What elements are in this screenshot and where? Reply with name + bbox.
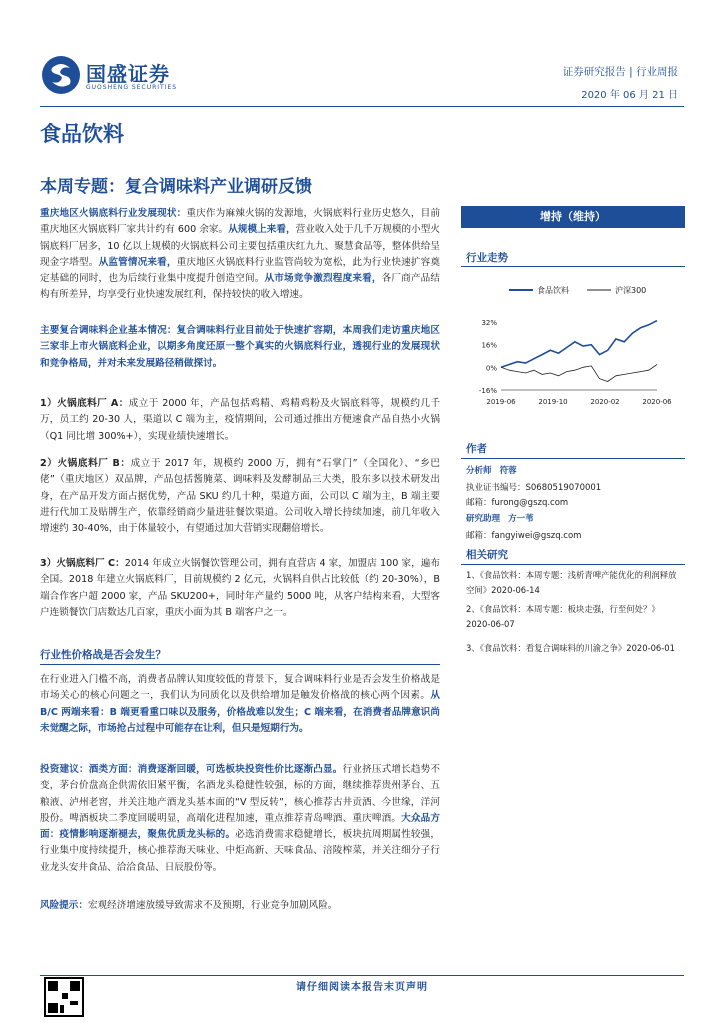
email-1[interactable]: 邮箱：furong@gszq.com	[466, 498, 569, 508]
price-war-a: 在行业进入门槛不高，消费者品牌认知度较低的背景下，复合调味料行业是否会发生价格战是市场关心的核心问题之一，我们认为同质化以及供给增加是触发价格战的核心两个因素。	[40, 674, 440, 702]
logo-icon	[42, 56, 80, 94]
author-title: 作者	[466, 443, 487, 455]
para-company-c	[40, 556, 440, 621]
section-price-war-title: 行业性价格战是否会发生？	[40, 649, 166, 661]
investment-a: 行业挤压式增长趋势不变，茅台价盘高企供需依旧紧平衡，名酒龙头稳健性较强，标的方面，继续推荐贵州茅台、五粮液、泸州老窖，并关注地产酒龙头基本面的“V 型反转”，核心推荐古井贡酒、今世缘，洋河股份。啤酒板块二季度回暖明显，高端化进程加速，重点推荐青岛啤酒、重庆啤酒。	[40, 764, 441, 824]
header-divider	[40, 106, 684, 107]
para-companies-text: 主要复合调味料企业基本情况：复合调味料行业目前处于快速扩容期，本周我们走访重庆地区三家非上市火锅底料企业，以期多角度还原一整个真实的火锅底料行业，透视行业的发展现状和竞争格局，并对未来发展路径稍做探讨。	[40, 325, 440, 369]
x-tick-label: 2020-06	[642, 398, 672, 406]
assistant-label: 研究助理	[466, 514, 501, 524]
para-price-war	[40, 672, 440, 737]
investment-key: 投资建议：酒类方面：消费逐渐回暖，可选板块投资性价比逐渐凸显。	[40, 764, 343, 775]
industry-trend-chart	[461, 272, 685, 420]
qr-code-icon[interactable]	[44, 977, 84, 1017]
para-company-b	[40, 456, 440, 537]
para-status-key3: 从监管情况来看，	[98, 256, 177, 268]
para-risk	[40, 898, 440, 914]
company-b-text: 成立于 2017 年，规模约 2000 万，拥有“石掌门”（全国化）、“乡巴佬”（重庆地区）双品牌，产品包括酱腌菜、调味料及发酵制品三大类，股东多以技术研发出身，在产品开发方面占据优势，产品 SKU 约几十种，渠道方面，公司以 C 端为主，B 端主要进行代加工及贴牌生产，依靠经销商少量进驻餐饮渠道。公司收入增长持续加速，前几年收入增速约 30-40%，由于体量较小，有望通过加大营销实现翻倍增长。	[40, 458, 441, 535]
para-status-b: 营业收入处于几千万规模的小型火锅底料厂居多，10 亿以上规模的火锅底料公司主要包括重庆红九九、聚慧食品等，整体供给呈现金字塔型。	[40, 224, 440, 268]
x-tick-label: 2019-10	[538, 398, 568, 406]
legend-food: 食品饮料	[537, 286, 569, 295]
x-tick-label: 2020-02	[590, 398, 620, 406]
para-company-a	[40, 396, 440, 445]
category-title: 食品饮料	[40, 122, 124, 146]
email-2[interactable]: 邮箱：fangyiwei@gszq.com	[466, 531, 582, 541]
logo-en: GUOSHENG SECURITIES	[86, 84, 178, 91]
para-status-a: 重庆作为麻辣火锅的发源地，火锅底料行业历史悠久，目前重庆地区火锅底料厂家共计约有 600 余家。	[40, 208, 441, 236]
report-date: 2020 年 06 月 21 日	[581, 90, 678, 101]
risk-text: 宏观经济增速放缓导致需求不及预期，行业竞争加剧风险。	[87, 900, 338, 911]
investment-key2: 大众品方面：疫情影响逐渐褪去，聚焦优质龙头标的。	[40, 812, 440, 841]
author-divider	[461, 458, 685, 459]
company-a-text: 成立于 2000 年，产品包括鸡精、鸡精鸡粉及火锅底料等，规模约几千万，员工约 20-30 人，渠道以 C 端为主，疫情期间，公司通过推出方便速食产品自热小火锅（Q1 同比增 300%+），实现业绩快速增长。	[40, 398, 440, 442]
y-tick-label: -16%	[478, 387, 497, 395]
related-divider	[461, 564, 685, 565]
trend-title: 行业走势	[466, 252, 508, 264]
investment-b: 必选消费需求稳健增长，板块抗周期属性较强，行业集中度持续提升，核心推荐海天味业、中炬高新、天味食品、涪陵榨菜，并关注细分子行业龙头安井食品、洽洽食品、日辰股份等。	[40, 829, 440, 873]
assistant-row	[466, 512, 534, 524]
risk-key: 风险提示：	[40, 900, 88, 911]
logo-name: 国盛证券	[86, 62, 170, 86]
para-status-c: 重庆地区火锅底料行业监管尚较为宽松，此为行业快速扩容奠定基础的同时，也为后续行业集中度提升创造空间。	[40, 256, 441, 285]
analyst-row	[466, 464, 517, 476]
related-title: 相关研究	[466, 549, 508, 561]
analyst-name: 符蓉	[499, 466, 517, 476]
para-companies	[40, 323, 440, 372]
rating-badge: 增持（维持）	[461, 206, 685, 228]
x-tick-label: 2019-06	[486, 398, 516, 406]
para-investment	[40, 762, 440, 876]
series-line-food	[501, 321, 657, 368]
legend-hs300: 沪深300	[615, 286, 647, 295]
related-item[interactable]: 1、《食品饮料：本周专题：浅析青啤产能优化的利润释放空间》2020-06-14	[466, 570, 677, 595]
related-item[interactable]: 2、《食品饮料：本周专题：板块走强，行至何处？》2020-06-07	[466, 604, 660, 629]
analyst-label: 分析师	[466, 466, 492, 476]
footer-disclaimer: 请仔细阅读本报告末页声明	[296, 982, 428, 993]
para-status	[40, 206, 440, 304]
company-c-label: 3）火锅底料厂 C：	[40, 558, 125, 569]
footer-divider	[40, 975, 684, 976]
special-title: 本周专题：复合调味料产业调研反馈	[40, 177, 312, 197]
company-a-label: 1）火锅底料厂 A：	[40, 398, 129, 409]
y-tick-label: 16%	[481, 341, 497, 350]
para-status-key: 重庆地区火锅底料行业发展现状：	[40, 208, 187, 219]
trend-divider	[461, 266, 685, 267]
section-divider	[40, 664, 440, 665]
y-tick-label: 32%	[481, 319, 497, 327]
price-war-key: 从 B/C 两端来看：B 端更看重口味以及服务，价格战难以发生；C 端来看，在消费者品牌意识尚未觉醒之际，市场抢占过程中可能存在让利，但只是短期行为。	[40, 690, 440, 734]
para-status-key2: 从规模上来看，	[228, 224, 296, 236]
company-b-label: 2）火锅底料厂 B：	[40, 458, 131, 469]
assistant-name: 方一苇	[508, 514, 534, 524]
cert-number: 执业证书编号：S0680519070001	[466, 483, 602, 493]
y-tick-label: 0%	[485, 364, 497, 373]
related-item[interactable]: 3、《食品饮料：看复合调味料的川渝之争》2020-06-01	[466, 643, 675, 653]
series-line-hs300	[501, 365, 657, 382]
report-type: 证券研究报告 | 行业周报	[562, 66, 678, 78]
para-status-key4: 从市场竞争激烈程度来看，	[264, 273, 382, 285]
company-c-text: 2014 年成立火锅餐饮管理公司，拥有直营店 4 家，加盟店 100 家，遍布全国。2018 年建立火锅底料厂，目前规模约 2 亿元，火锅料自供占比较低（约 20-30%），B 端合作客户超 2000 家，产品 SKU200+，同时年产量约 5000 吨，从客户结构来看，大型客户连锁餐饮门店数达几百家，重庆小面为其 B 端客户之一。	[40, 558, 440, 618]
para-status-d: 各厂商产品结构有所差异，均享受行业快速发展红利，保持较快的收入增速。	[40, 273, 441, 301]
